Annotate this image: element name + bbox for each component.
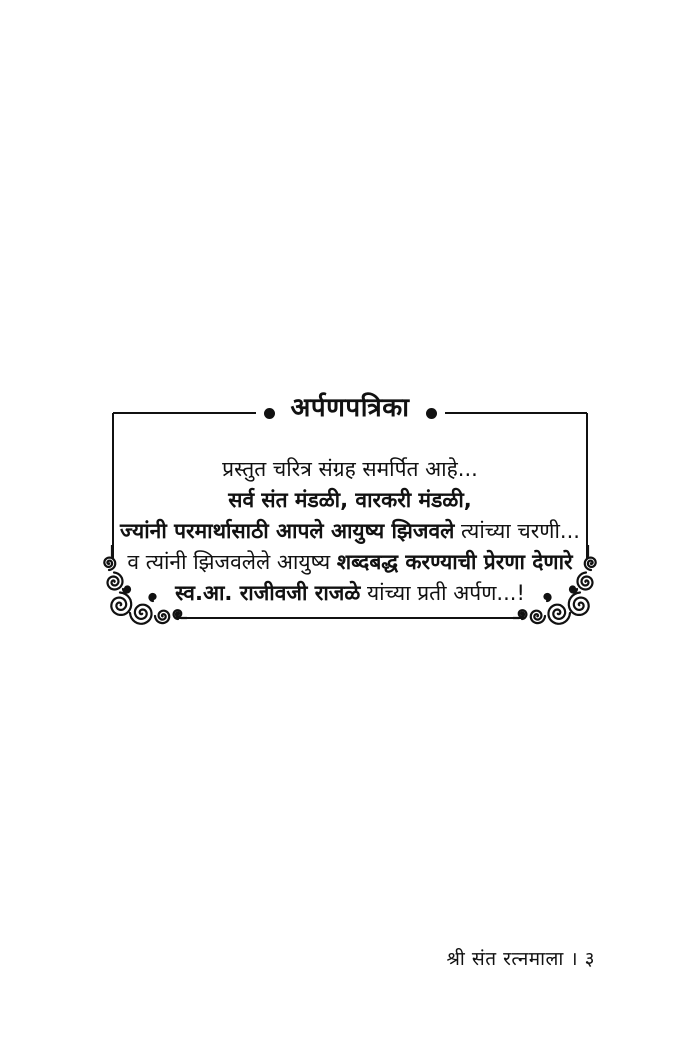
text-segment: प्रस्तुत चरित्र संग्रह समर्पित आहे... xyxy=(222,457,478,481)
top-border-line-right xyxy=(445,412,588,414)
bullet-icon xyxy=(264,408,275,419)
frame-left-border xyxy=(112,413,114,559)
dedication-line xyxy=(119,485,581,516)
dedication-lines xyxy=(119,454,581,609)
dedication-line xyxy=(119,547,581,578)
dedication-line xyxy=(119,454,581,485)
bullet-icon xyxy=(426,408,437,419)
dedication-line xyxy=(119,516,581,547)
text-segment: ज्यांनी परमार्थासाठी आपले आयुष्य झिजवले xyxy=(120,519,455,543)
text-segment: यांच्या प्रती अर्पण...! xyxy=(360,581,525,605)
text-segment: शब्दबद्ध करण्याची प्रेरणा देणारे xyxy=(336,550,573,574)
dedication-title: अर्पणपत्रिका xyxy=(290,393,410,423)
dedication-frame xyxy=(113,393,587,618)
text-segment: त्यांच्या चरणी... xyxy=(454,519,580,543)
frame-bottom-border xyxy=(175,617,525,619)
dedication-line xyxy=(119,578,581,609)
text-segment: स्व.आ. राजीवजी राजळे xyxy=(175,581,361,605)
top-border-line-left xyxy=(113,412,256,414)
text-segment: सर्व संत मंडळी, वारकरी मंडळी, xyxy=(228,488,472,512)
frame-top-border xyxy=(113,393,587,428)
text-segment: व त्यांनी झिजवलेले आयुष्य xyxy=(127,550,337,574)
frame-right-border xyxy=(586,413,588,559)
page-footer: श्री संत रत्नमाला । ३ xyxy=(446,948,595,970)
